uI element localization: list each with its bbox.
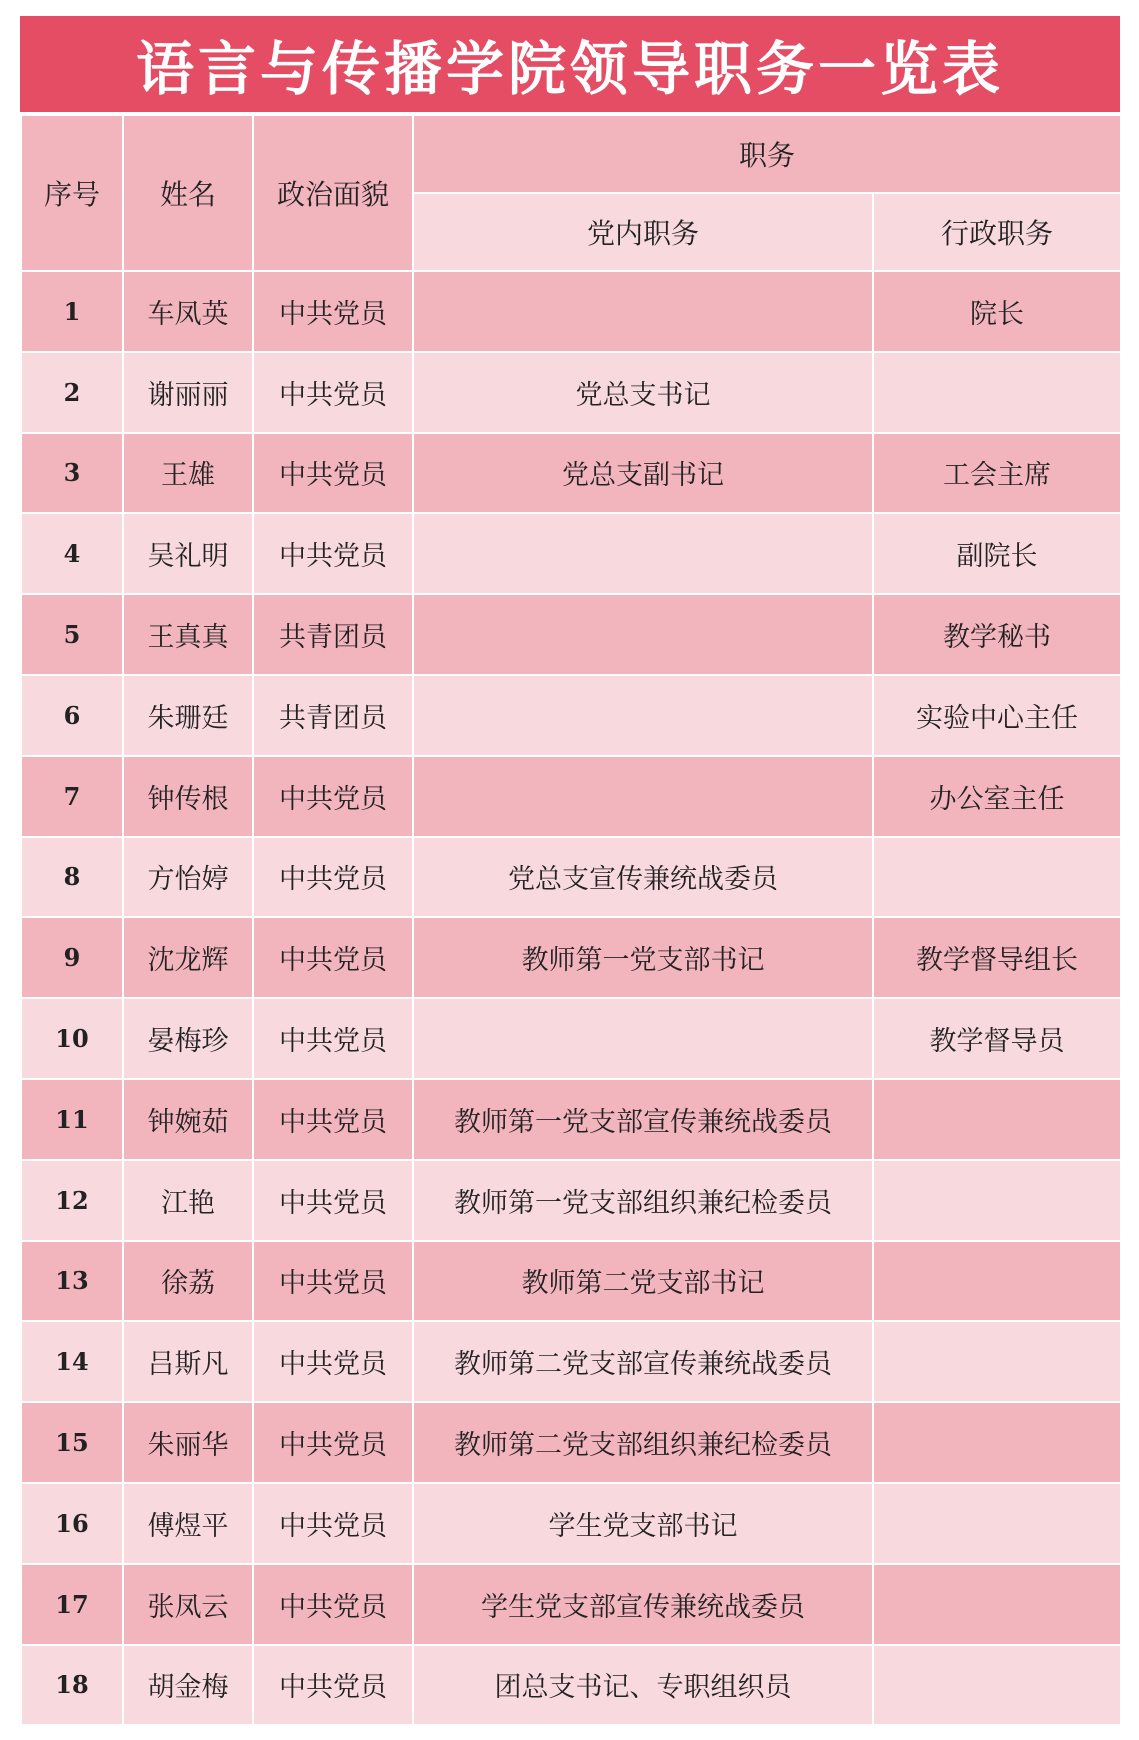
row-name: 江艳 bbox=[123, 1160, 253, 1241]
row-name: 吕斯凡 bbox=[123, 1321, 253, 1402]
row-admin-position: 教学督导组长 bbox=[873, 917, 1121, 998]
header-name: 姓名 bbox=[123, 115, 253, 271]
row-admin-position: 院长 bbox=[873, 271, 1121, 352]
row-party-position: 教师第二党支部宣传兼统战委员 bbox=[413, 1321, 873, 1402]
leadership-table bbox=[20, 114, 1122, 1726]
row-name: 朱珊廷 bbox=[123, 675, 253, 756]
row-admin-position bbox=[873, 1160, 1121, 1241]
row-name: 徐荔 bbox=[123, 1241, 253, 1322]
row-admin-position: 教学秘书 bbox=[873, 594, 1121, 675]
row-name: 朱丽华 bbox=[123, 1402, 253, 1483]
row-political-status: 中共党员 bbox=[253, 1321, 413, 1402]
row-name: 车凤英 bbox=[123, 271, 253, 352]
row-party-position: 教师第一党支部宣传兼统战委员 bbox=[413, 1079, 873, 1160]
row-name: 钟传根 bbox=[123, 756, 253, 837]
row-index: 6 bbox=[21, 675, 123, 756]
row-index: 11 bbox=[21, 1079, 123, 1160]
row-name: 方怡婷 bbox=[123, 837, 253, 918]
table-row bbox=[21, 1321, 1121, 1402]
row-party-position bbox=[413, 271, 873, 352]
row-political-status: 中共党员 bbox=[253, 1645, 413, 1726]
row-index: 14 bbox=[21, 1321, 123, 1402]
table-row bbox=[21, 513, 1121, 594]
row-admin-position bbox=[873, 1241, 1121, 1322]
header-position: 职务 bbox=[413, 115, 1121, 193]
row-political-status: 中共党员 bbox=[253, 998, 413, 1079]
row-political-status: 中共党员 bbox=[253, 433, 413, 514]
table-row bbox=[21, 1564, 1121, 1645]
row-party-position bbox=[413, 594, 873, 675]
row-political-status: 中共党员 bbox=[253, 1564, 413, 1645]
header-political-status: 政治面貌 bbox=[253, 115, 413, 271]
leadership-sheet bbox=[20, 16, 1120, 1726]
table-row bbox=[21, 756, 1121, 837]
row-index: 3 bbox=[21, 433, 123, 514]
table-row bbox=[21, 917, 1121, 998]
page-title: 语言与传播学院领导职务一览表 bbox=[20, 16, 1120, 114]
row-index: 9 bbox=[21, 917, 123, 998]
row-party-position: 团总支书记、专职组织员 bbox=[413, 1645, 873, 1726]
table-row bbox=[21, 998, 1121, 1079]
row-index: 16 bbox=[21, 1483, 123, 1564]
table-row bbox=[21, 1241, 1121, 1322]
row-party-position: 教师第一党支部组织兼纪检委员 bbox=[413, 1160, 873, 1241]
row-name: 晏梅珍 bbox=[123, 998, 253, 1079]
row-political-status: 共青团员 bbox=[253, 594, 413, 675]
table-row bbox=[21, 271, 1121, 352]
row-index: 15 bbox=[21, 1402, 123, 1483]
row-index: 5 bbox=[21, 594, 123, 675]
row-party-position: 学生党支部书记 bbox=[413, 1483, 873, 1564]
table-row bbox=[21, 1402, 1121, 1483]
row-name: 钟婉茹 bbox=[123, 1079, 253, 1160]
row-name: 谢丽丽 bbox=[123, 352, 253, 433]
row-political-status: 中共党员 bbox=[253, 513, 413, 594]
row-admin-position: 教学督导员 bbox=[873, 998, 1121, 1079]
row-admin-position: 副院长 bbox=[873, 513, 1121, 594]
row-party-position: 党总支宣传兼统战委员 bbox=[413, 837, 873, 918]
row-political-status: 中共党员 bbox=[253, 1483, 413, 1564]
row-name: 胡金梅 bbox=[123, 1645, 253, 1726]
row-index: 18 bbox=[21, 1645, 123, 1726]
row-party-position: 教师第二党支部组织兼纪检委员 bbox=[413, 1402, 873, 1483]
table-header bbox=[21, 115, 1121, 271]
row-admin-position bbox=[873, 1321, 1121, 1402]
row-admin-position bbox=[873, 352, 1121, 433]
row-index: 2 bbox=[21, 352, 123, 433]
row-party-position: 教师第二党支部书记 bbox=[413, 1241, 873, 1322]
row-index: 17 bbox=[21, 1564, 123, 1645]
row-admin-position bbox=[873, 837, 1121, 918]
row-admin-position bbox=[873, 1483, 1121, 1564]
row-name: 吴礼明 bbox=[123, 513, 253, 594]
table-row bbox=[21, 594, 1121, 675]
row-admin-position bbox=[873, 1079, 1121, 1160]
row-name: 傅煜平 bbox=[123, 1483, 253, 1564]
table-row bbox=[21, 352, 1121, 433]
table-row bbox=[21, 1160, 1121, 1241]
table-row bbox=[21, 1079, 1121, 1160]
row-political-status: 中共党员 bbox=[253, 756, 413, 837]
row-index: 12 bbox=[21, 1160, 123, 1241]
row-political-status: 中共党员 bbox=[253, 1079, 413, 1160]
row-index: 10 bbox=[21, 998, 123, 1079]
row-admin-position: 办公室主任 bbox=[873, 756, 1121, 837]
table-row bbox=[21, 675, 1121, 756]
header-index: 序号 bbox=[21, 115, 123, 271]
row-admin-position: 工会主席 bbox=[873, 433, 1121, 514]
table-row bbox=[21, 837, 1121, 918]
row-index: 8 bbox=[21, 837, 123, 918]
row-party-position bbox=[413, 756, 873, 837]
table-row bbox=[21, 433, 1121, 514]
row-political-status: 共青团员 bbox=[253, 675, 413, 756]
row-political-status: 中共党员 bbox=[253, 1160, 413, 1241]
row-party-position: 学生党支部宣传兼统战委员 bbox=[413, 1564, 873, 1645]
row-admin-position bbox=[873, 1402, 1121, 1483]
row-political-status: 中共党员 bbox=[253, 271, 413, 352]
row-party-position: 教师第一党支部书记 bbox=[413, 917, 873, 998]
row-name: 王雄 bbox=[123, 433, 253, 514]
row-admin-position: 实验中心主任 bbox=[873, 675, 1121, 756]
row-political-status: 中共党员 bbox=[253, 917, 413, 998]
row-political-status: 中共党员 bbox=[253, 1402, 413, 1483]
row-admin-position bbox=[873, 1564, 1121, 1645]
row-political-status: 中共党员 bbox=[253, 352, 413, 433]
row-party-position: 党总支书记 bbox=[413, 352, 873, 433]
row-index: 4 bbox=[21, 513, 123, 594]
row-party-position bbox=[413, 675, 873, 756]
table-row bbox=[21, 1645, 1121, 1726]
table-row bbox=[21, 1483, 1121, 1564]
row-party-position bbox=[413, 998, 873, 1079]
row-index: 13 bbox=[21, 1241, 123, 1322]
row-party-position: 党总支副书记 bbox=[413, 433, 873, 514]
row-political-status: 中共党员 bbox=[253, 837, 413, 918]
table-body bbox=[21, 271, 1121, 1725]
header-party-position: 党内职务 bbox=[413, 193, 873, 271]
row-name: 沈龙辉 bbox=[123, 917, 253, 998]
header-admin-position: 行政职务 bbox=[873, 193, 1121, 271]
row-admin-position bbox=[873, 1645, 1121, 1726]
row-political-status: 中共党员 bbox=[253, 1241, 413, 1322]
row-index: 1 bbox=[21, 271, 123, 352]
row-name: 张凤云 bbox=[123, 1564, 253, 1645]
row-name: 王真真 bbox=[123, 594, 253, 675]
row-index: 7 bbox=[21, 756, 123, 837]
row-party-position bbox=[413, 513, 873, 594]
